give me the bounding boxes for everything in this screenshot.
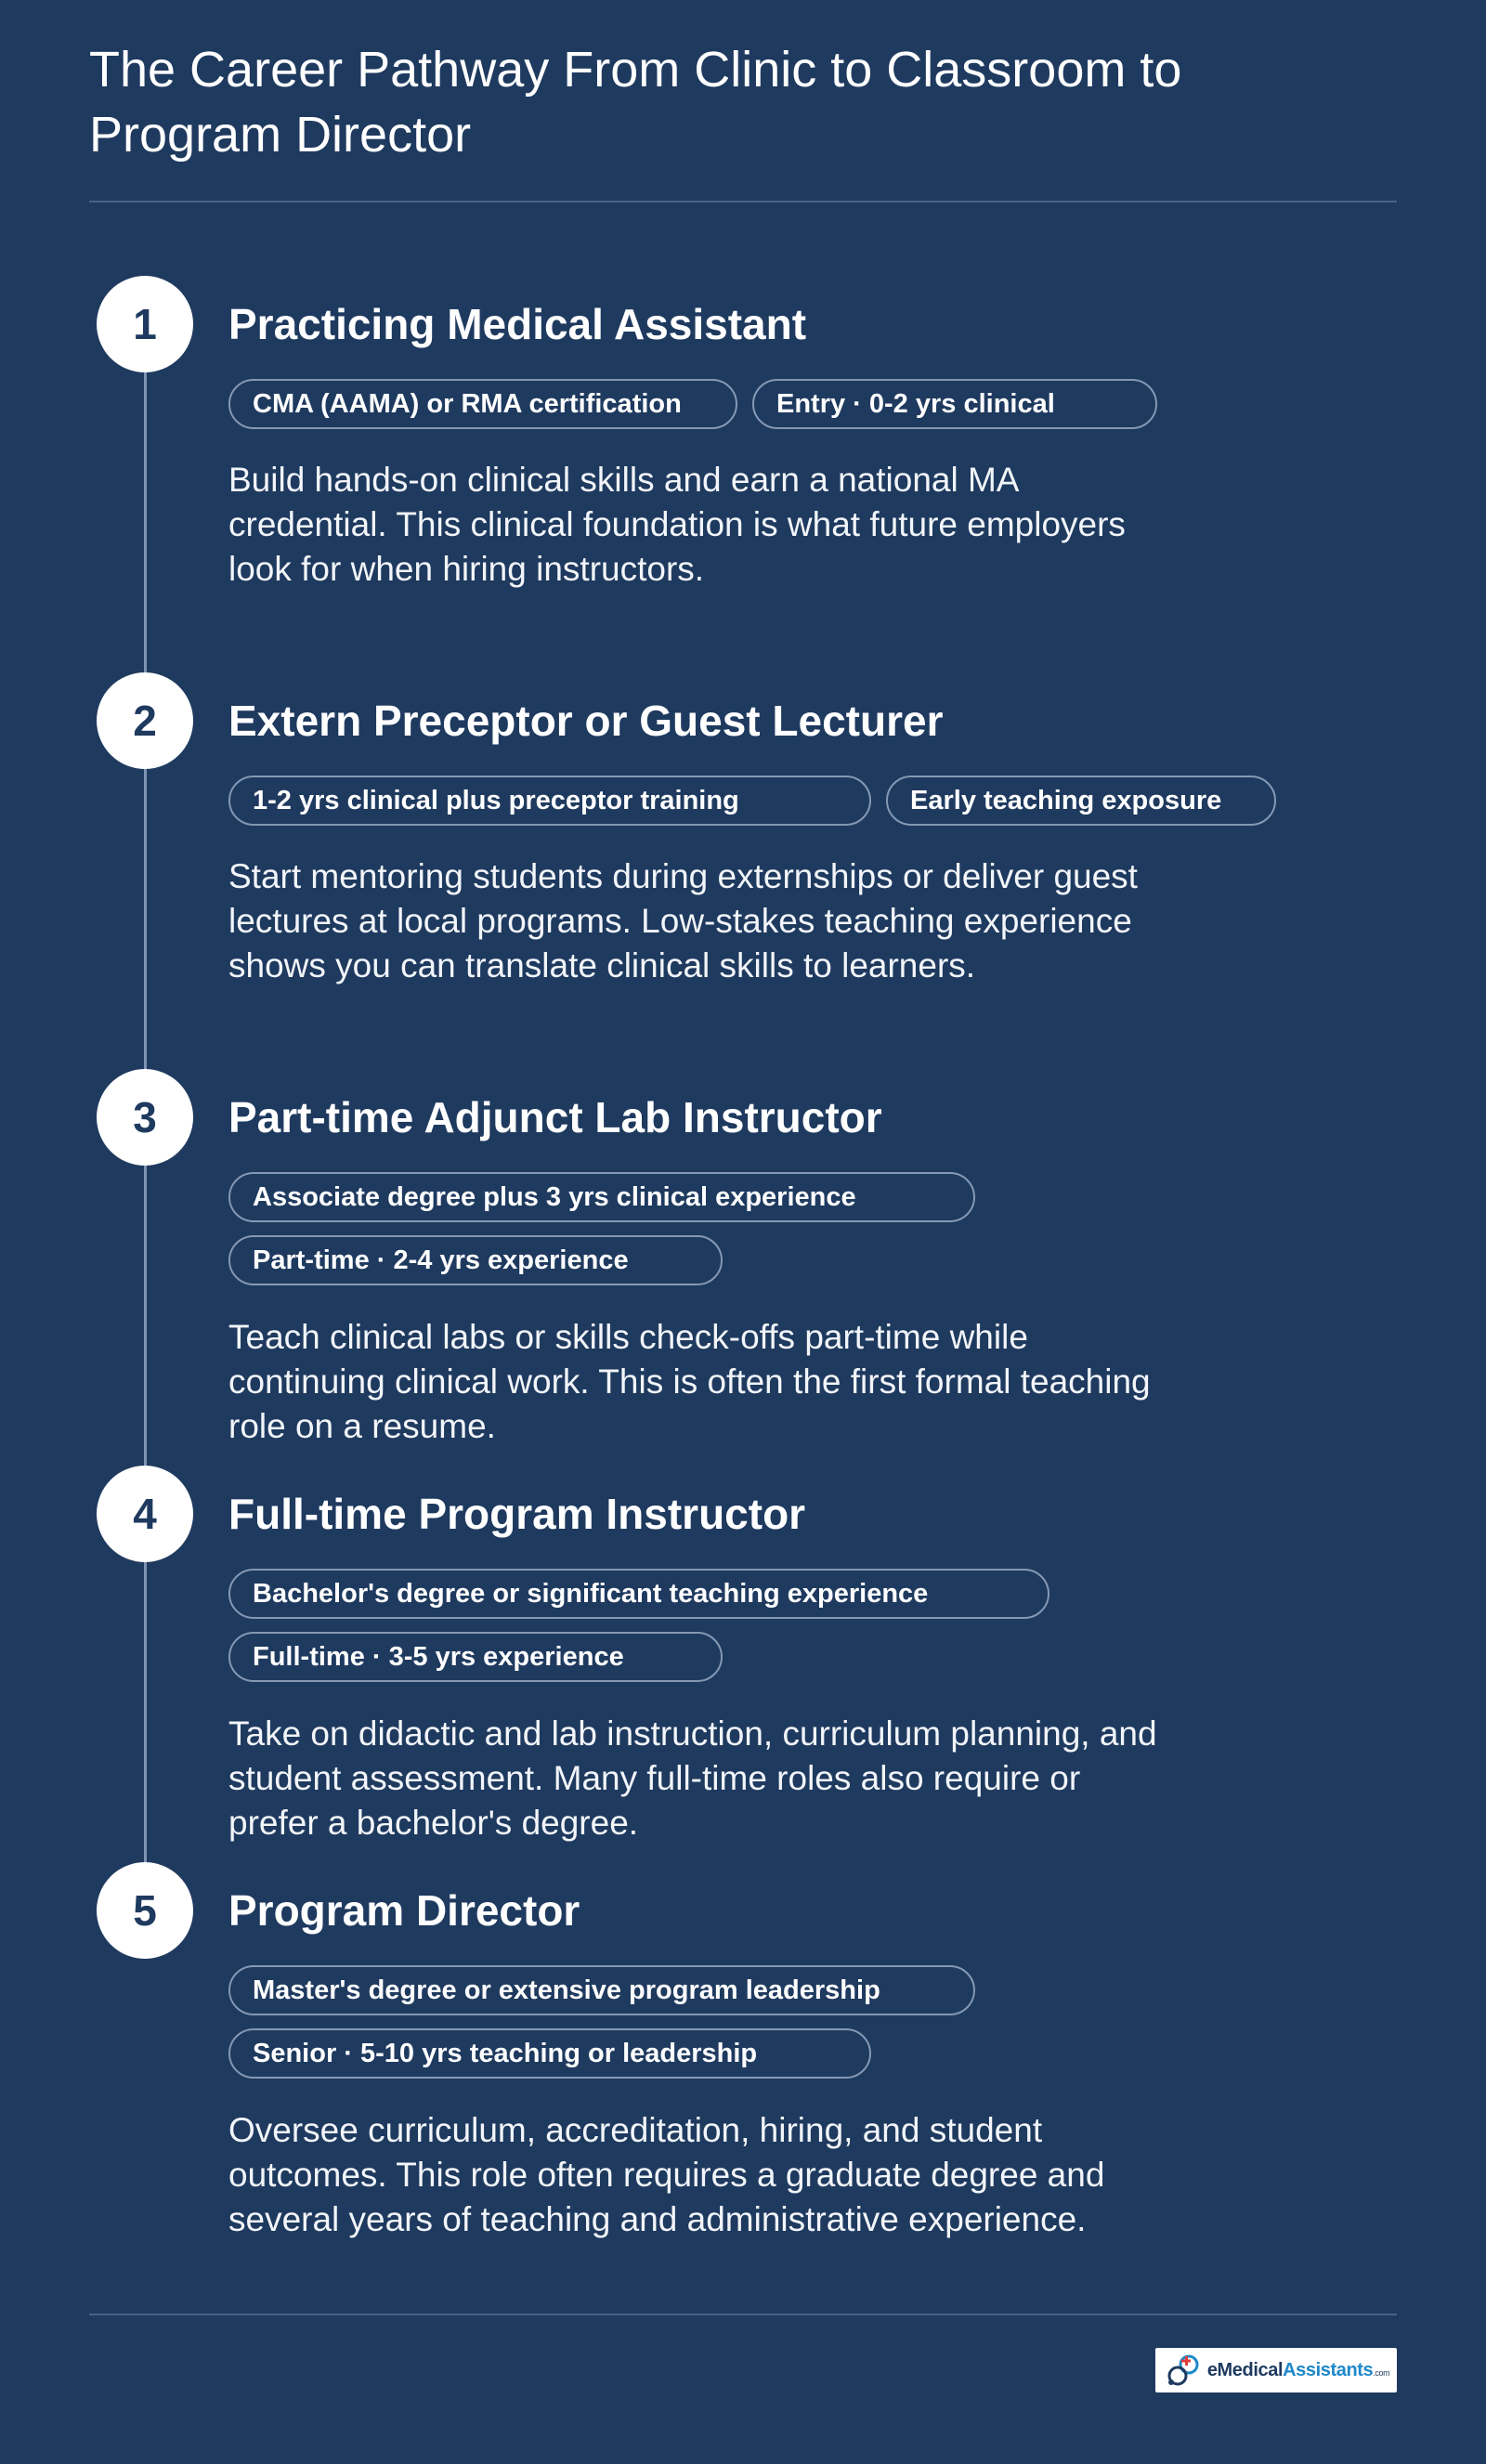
step-description: Start mentoring students during externships or deliver guest lectures at local programs. Low-stakes teaching experience shows you can translate clinical skills to learners. [228,857,1138,984]
header-divider [89,201,1397,202]
step-title: Practicing Medical Assistant [228,300,807,348]
level-tag: Entry · 0-2 yrs clinical [752,379,1157,429]
step-title: Part-time Adjunct Lab Instructor [228,1093,882,1141]
brand-logo[interactable] [1155,2348,1397,2392]
level-tag: Early teaching exposure [886,776,1276,826]
step-number: 1 [97,276,193,372]
requirement-tag: CMA (AAMA) or RMA certification [228,379,737,429]
requirement-tag: 1-2 yrs clinical plus preceptor training [228,776,871,826]
page-title: The Career Pathway From Clinic to Classroom to Program Director [89,42,1182,163]
caduceus-logo-icon [1163,2352,1204,2389]
step-description: Oversee curriculum, accreditation, hiring, and student outcomes. This role often requires a graduate degree and several years of teaching and administrative experience. [228,2111,1105,2238]
step-title: Program Director [228,1886,580,1935]
logo-wordmark: eMedicalAssistants.com [1206,2359,1390,2380]
step-description: Take on didactic and lab instruction, curriculum planning, and student assessment. Many full-time roles also require or prefer a bachelor's degree. [228,1714,1157,1842]
step-number: 4 [97,1466,193,1562]
requirement-tag: Bachelor's degree or significant teaching experience [228,1569,1049,1619]
step-title: Full-time Program Instructor [228,1490,806,1538]
step-number: 5 [97,1862,193,1959]
step-description: Build hands-on clinical skills and earn a national MA credential. This clinical foundation is what future employers look for when hiring instructors. [228,461,1126,588]
step-number: 3 [97,1069,193,1166]
requirement-tag: Master's degree or extensive program leadership [228,1965,975,2015]
level-tag: Part-time · 2-4 yrs experience [228,1235,723,1285]
level-tag: Senior · 5-10 yrs teaching or leadership [228,2028,871,2079]
step-title: Extern Preceptor or Guest Lecturer [228,697,944,745]
requirement-tag: Associate degree plus 3 yrs clinical experience [228,1172,975,1222]
step-description: Teach clinical labs or skills check-offs part-time while continuing clinical work. This is often the first formal teaching role on a resume. [228,1318,1151,1445]
step-number: 2 [97,672,193,769]
level-tag: Full-time · 3-5 yrs experience [228,1632,723,1682]
footer-divider [89,2314,1397,2315]
